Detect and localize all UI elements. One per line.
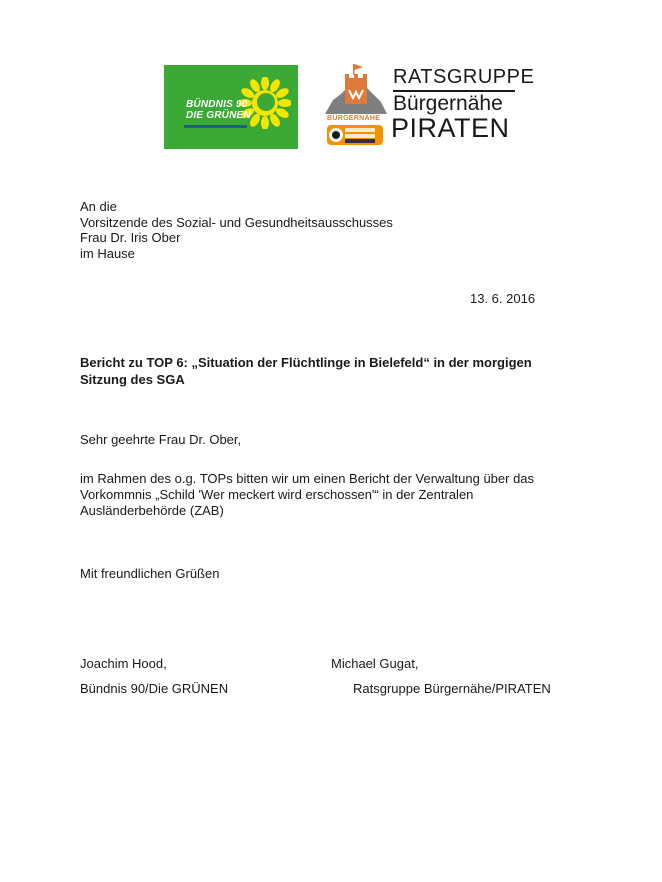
recipient-address	[80, 199, 393, 261]
letter-body	[80, 471, 570, 519]
recipient-line: im Hause	[80, 245, 135, 261]
recipient-line: Vorsitzende des Sozial- und Gesundheitsausschusses	[80, 214, 393, 230]
piraten-logo	[325, 64, 535, 154]
gruene-logo-underline	[184, 125, 247, 128]
gruene-logo-line2: DIE GRÜNEN	[186, 110, 251, 121]
letter-date: 13. 6. 2016	[470, 291, 536, 306]
buergernaehe-subtitle: Bürgernähe	[393, 92, 503, 115]
signatory-party: Ratsgruppe Bürgernähe/PIRATEN	[353, 681, 551, 696]
ratsgruppe-title: RATSGRUPPE	[393, 66, 535, 88]
letter-subject	[80, 355, 570, 388]
body-line: Vorkommnis „Schild 'Wer meckert wird erschossen'“ in der Zentralen	[80, 487, 474, 502]
subject-line: Bericht zu TOP 6: „Situation der Flüchtlinge in Bielefeld“ in der morgigen	[80, 355, 532, 370]
recipient-line: Frau Dr. Iris Ober	[80, 230, 181, 245]
body-line: im Rahmen des o.g. TOPs bitten wir um einen Bericht der Verwaltung über das	[80, 471, 535, 486]
recipient-line: An die	[80, 199, 117, 214]
gruene-logo	[164, 65, 298, 149]
signatory-name: Joachim Hood,	[80, 656, 167, 671]
piraten-name: PIRATEN	[391, 113, 510, 143]
gruene-logo-line1: BÜNDNIS 90	[186, 99, 248, 110]
signatory-name: Michael Gugat,	[331, 656, 419, 671]
closing: Mit freundlichen Grüßen	[80, 566, 220, 581]
body-line: Ausländerbehörde (ZAB)	[80, 503, 224, 518]
gruene-logo-text	[186, 99, 251, 121]
signatory-party: Bündnis 90/Die GRÜNEN	[80, 681, 229, 696]
piratenpartei-badge	[327, 125, 383, 145]
salutation: Sehr geehrte Frau Dr. Ober,	[80, 432, 242, 447]
buergernaehe-small-label: BÜRGERNÄHE	[327, 115, 381, 122]
subject-line: Sitzung des SGA	[80, 371, 185, 387]
